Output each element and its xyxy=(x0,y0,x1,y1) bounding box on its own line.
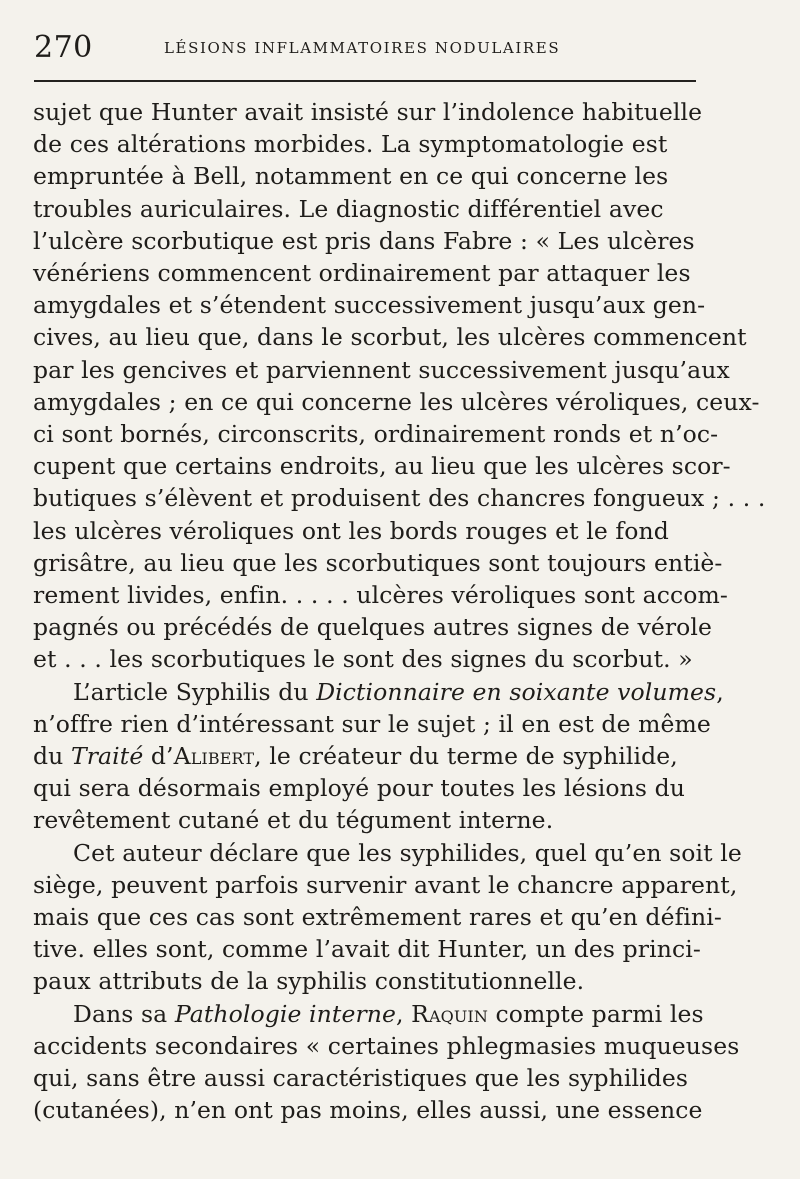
text-segment: Dans sa xyxy=(73,999,175,1028)
header-rule xyxy=(34,80,696,82)
text-line: n’offre rien d’intéressant sur le sujet ; il en est de même xyxy=(33,709,711,738)
text-segment: d’ xyxy=(143,742,174,771)
text-segment: , le créateur du terme de syphilide, xyxy=(254,742,678,771)
work-title: Pathologie interne xyxy=(174,999,397,1028)
paragraph-4 xyxy=(33,998,740,1127)
text-line: grisâtre, au lieu que les scorbutiques sont toujours entiè- xyxy=(33,548,723,577)
dictionary-title: Dictionnaire en soixante volumes xyxy=(316,677,717,706)
text-line: troubles auriculaires. Le diagnostic différentiel avec xyxy=(33,194,664,223)
text-line: qui sera désormais employé pour toutes les lésions du xyxy=(33,774,686,803)
text-line: mais que ces cas sont extrêmement rares et qu’en défini- xyxy=(33,903,722,932)
text-line: pagnés ou précédés de quelques autres signes de vérole xyxy=(33,613,713,642)
text-line: accidents secondaires « certaines phlegmasies muqueuses xyxy=(33,1031,740,1060)
text-line xyxy=(33,676,724,708)
work-title: Traité xyxy=(70,742,144,771)
text-line: l’ulcère scorbutique est pris dans Fabre : « Les ulcères xyxy=(33,226,695,255)
page-number: 270 xyxy=(34,30,93,65)
text-line: qui, sans être aussi caractéristiques que les syphilides xyxy=(33,1064,689,1093)
paragraph-2 xyxy=(33,676,724,837)
author-name: Alibert xyxy=(173,742,255,771)
text-segment: compte parmi les xyxy=(487,999,704,1028)
text-line: ci sont bornés, circonscrits, ordinairement ronds et n’oc- xyxy=(33,420,719,449)
text-line: empruntée à Bell, notamment en ce qui concerne les xyxy=(33,162,669,191)
text-line: cives, au lieu que, dans le scorbut, les ulcères commencent xyxy=(33,323,747,352)
text-segment: du xyxy=(33,742,71,771)
text-line: cupent que certains endroits, au lieu que les ulcères scor- xyxy=(33,452,731,481)
text-segment: L’article Syphilis du xyxy=(73,677,317,706)
paragraph-3 xyxy=(33,837,742,998)
text-segment: , xyxy=(396,999,412,1028)
text-segment: , xyxy=(716,677,724,706)
text-line: sujet que Hunter avait insisté sur l’indolence habituelle xyxy=(33,98,703,126)
page-header xyxy=(34,30,696,70)
text-line: par les gencives et parviennent successivement jusqu’aux xyxy=(33,355,730,384)
body-text xyxy=(33,96,766,1127)
text-line: rement livides, enfin. . . . . ulcères véroliques sont accom- xyxy=(33,581,728,610)
text-line: (cutanées), n’en ont pas moins, elles aussi, une essence xyxy=(33,1096,703,1125)
text-line: Cet auteur déclare que les syphilides, quel qu’en soit le xyxy=(73,838,742,867)
running-title: LÉSIONS INFLAMMATOIRES NODULAIRES xyxy=(164,39,561,57)
text-line: tive. elles sont, comme l’avait dit Hunter, un des princi- xyxy=(33,935,701,964)
text-line xyxy=(33,740,721,772)
text-line xyxy=(33,998,721,1030)
text-line: amygdales et s’étendent successivement jusqu’aux gen- xyxy=(33,291,706,320)
text-line: paux attributs de la syphilis constitutionnelle. xyxy=(33,967,585,996)
text-line: de ces altérations morbides. La symptomatologie est xyxy=(33,130,668,159)
text-line: amygdales ; en ce qui concerne les ulcères véroliques, ceux- xyxy=(33,387,760,416)
author-name: Raquin xyxy=(411,999,488,1028)
text-line: et . . . les scorbutiques le sont des signes du scorbut. » xyxy=(33,645,693,674)
text-line: revêtement cutané et du tégument interne. xyxy=(33,806,554,835)
paragraph-1 xyxy=(33,96,766,676)
text-line: butiques s’élèvent et produisent des chancres fongueux ; . . . xyxy=(33,484,766,513)
text-line: vénériens commencent ordinairement par attaquer les xyxy=(33,259,691,288)
text-line: les ulcères véroliques ont les bords rouges et le fond xyxy=(33,516,669,545)
text-line: siège, peuvent parfois survenir avant le chancre apparent, xyxy=(33,870,738,899)
